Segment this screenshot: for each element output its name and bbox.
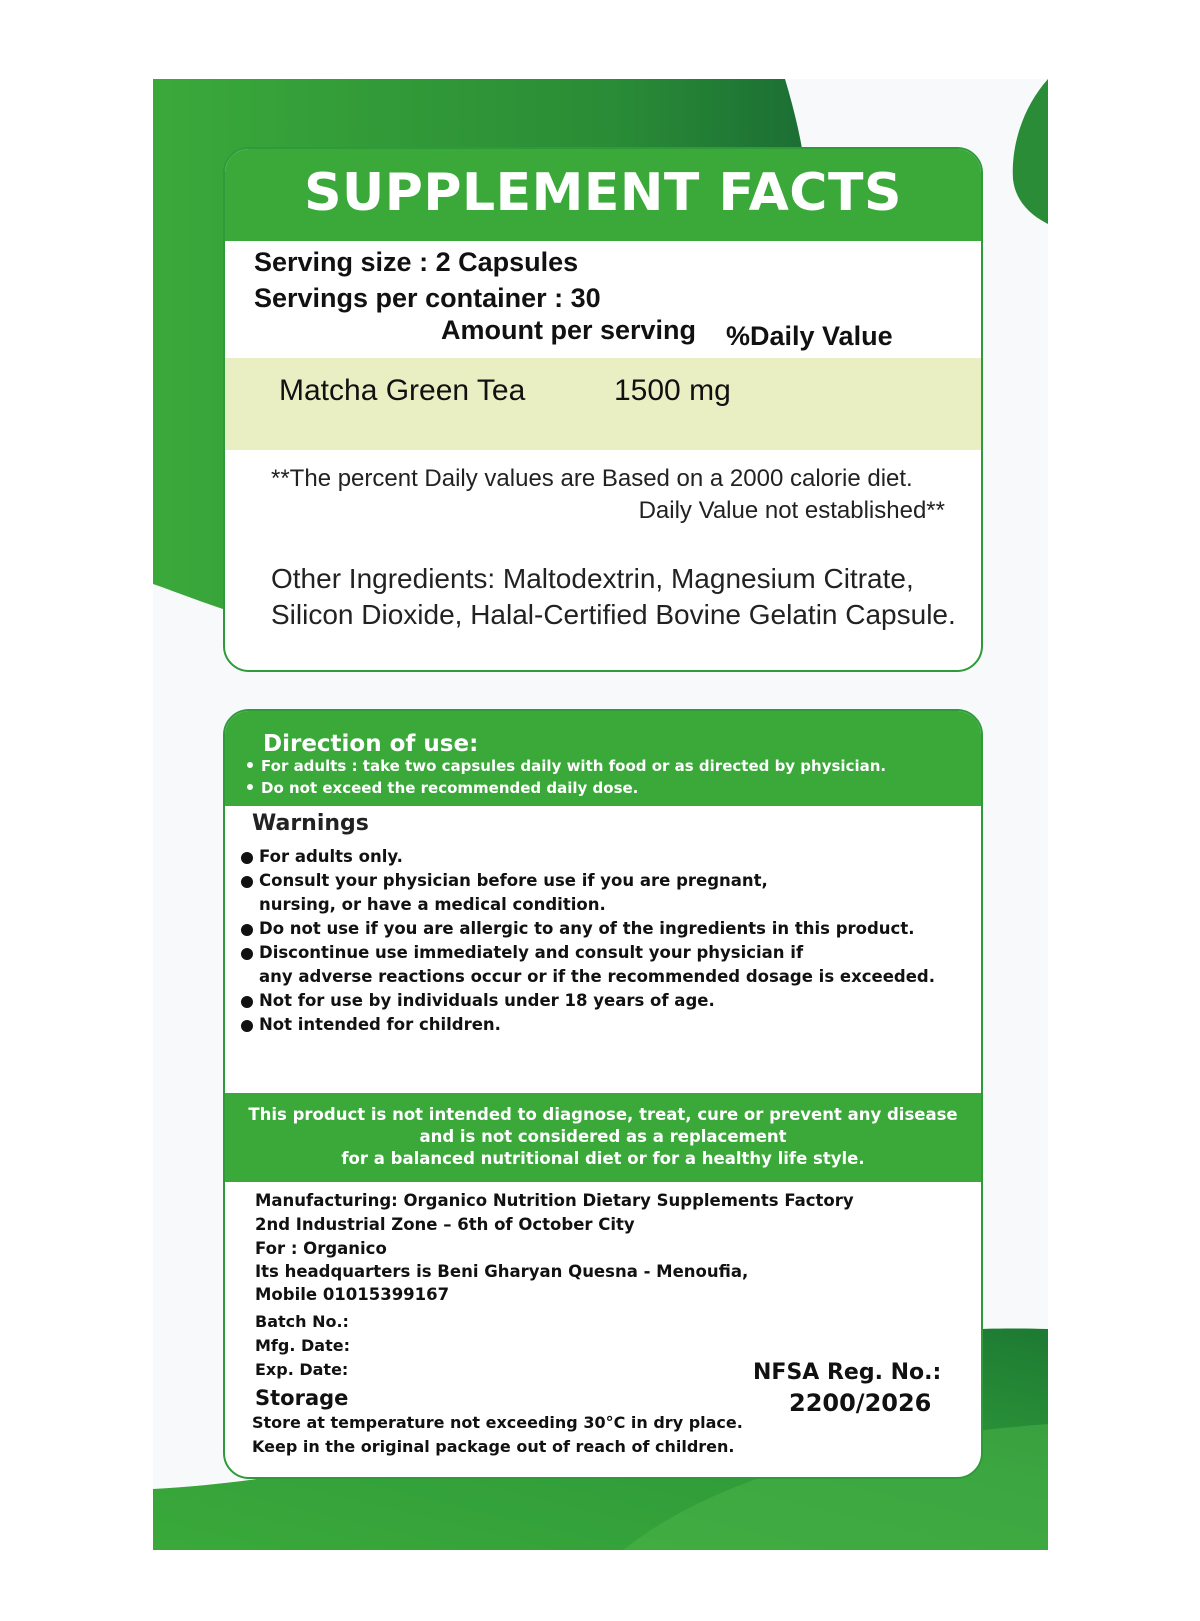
ingredient-amount: 1500 mg — [614, 374, 731, 407]
facts-title-bar — [225, 149, 981, 241]
warning-item — [259, 943, 803, 962]
bullet-icon — [241, 924, 253, 936]
warning-text: Discontinue use immediately and consult your physician if — [259, 943, 804, 962]
warning-text: Not for use by individuals under 18 years of age. — [259, 991, 715, 1010]
bullet-icon — [241, 996, 253, 1008]
warning-item — [259, 1015, 501, 1034]
daily-value-header: %Daily Value — [726, 321, 893, 351]
direction-item — [247, 757, 886, 775]
label-sheet — [153, 79, 1048, 1550]
warning-text: For adults only. — [259, 847, 403, 866]
bullet-icon — [247, 784, 253, 790]
storage-title: Storage — [255, 1386, 349, 1410]
warning-text: Not intended for children. — [259, 1015, 501, 1034]
ingredient-row — [225, 358, 981, 450]
headquarters-line: Its headquarters is Beni Gharyan Quesna - Menoufia, — [255, 1262, 749, 1281]
distributor-line: For : Organico — [255, 1239, 387, 1258]
direction-text: Do not exceed the recommended daily dose. — [261, 779, 639, 797]
supplement-facts-panel — [223, 147, 983, 672]
mfg-date-field: Mfg. Date: — [255, 1336, 350, 1355]
manufacturer-line: Manufacturing: Organico Nutrition Dietary Supplements Factory — [255, 1191, 854, 1210]
daily-value-footnote: **The percent Daily values are Based on a 2000 calorie diet. — [271, 465, 913, 492]
warning-text: Do not use if you are allergic to any of the ingredients in this product. — [259, 919, 915, 938]
bullet-icon — [241, 876, 253, 888]
bullet-icon — [247, 762, 253, 768]
disclaimer-bar — [225, 1093, 981, 1182]
batch-number-field: Batch No.: — [255, 1312, 349, 1331]
nfsa-reg-label: NFSA Reg. No.: — [753, 1360, 942, 1385]
warning-text: Consult your physician before use if you are pregnant, — [259, 871, 768, 890]
warning-item — [259, 871, 768, 890]
warning-item — [259, 991, 715, 1010]
other-ingredients: Other Ingredients: Maltodextrin, Magnesium Citrate, Silicon Dioxide, Halal-Certified Bovine Gelatin Capsule. — [271, 563, 956, 630]
warning-continuation: any adverse reactions occur or if the recommended dosage is exceeded. — [259, 967, 935, 986]
bullet-icon — [241, 948, 253, 960]
nfsa-reg-number: 2200/2026 — [789, 1389, 932, 1417]
direction-title: Direction of use: — [263, 731, 479, 757]
direction-item — [247, 779, 638, 797]
warning-item — [259, 847, 403, 866]
top-right-arc — [1013, 79, 1048, 224]
direction-bar — [225, 711, 981, 806]
storage-temperature-line: Store at temperature not exceeding 30°C in dry place. — [252, 1413, 743, 1432]
manufacturer-address: 2nd Industrial Zone – 6th of October City — [255, 1215, 635, 1234]
storage-children-line: Keep in the original package out of reach of children. — [252, 1437, 735, 1456]
warning-continuation: nursing, or have a medical condition. — [259, 895, 606, 914]
warnings-title: Warnings — [252, 811, 369, 836]
exp-date-field: Exp. Date: — [255, 1360, 349, 1379]
ingredient-name: Matcha Green Tea — [279, 374, 526, 407]
not-established-footnote: Daily Value not established** — [638, 497, 945, 524]
facts-title: SUPPLEMENT FACTS — [304, 163, 902, 223]
bullet-icon — [241, 1020, 253, 1032]
usage-info-panel — [223, 709, 983, 1479]
bullet-icon — [241, 852, 253, 864]
amount-per-serving-header: Amount per serving — [441, 315, 697, 345]
disclaimer-line: and is not considered as a replacement — [419, 1127, 787, 1146]
disclaimer-line: for a balanced nutritional diet or for a healthy life style. — [341, 1149, 865, 1168]
warning-item — [259, 919, 914, 938]
disclaimer-line: This product is not intended to diagnose, treat, cure or prevent any disease — [248, 1105, 958, 1124]
servings-per-container: Servings per container : 30 — [254, 283, 601, 313]
mobile-line: Mobile 01015399167 — [255, 1285, 450, 1304]
serving-size: Serving size : 2 Capsules — [254, 247, 579, 277]
direction-text: For adults : take two capsules daily with food or as directed by physician. — [261, 757, 887, 775]
